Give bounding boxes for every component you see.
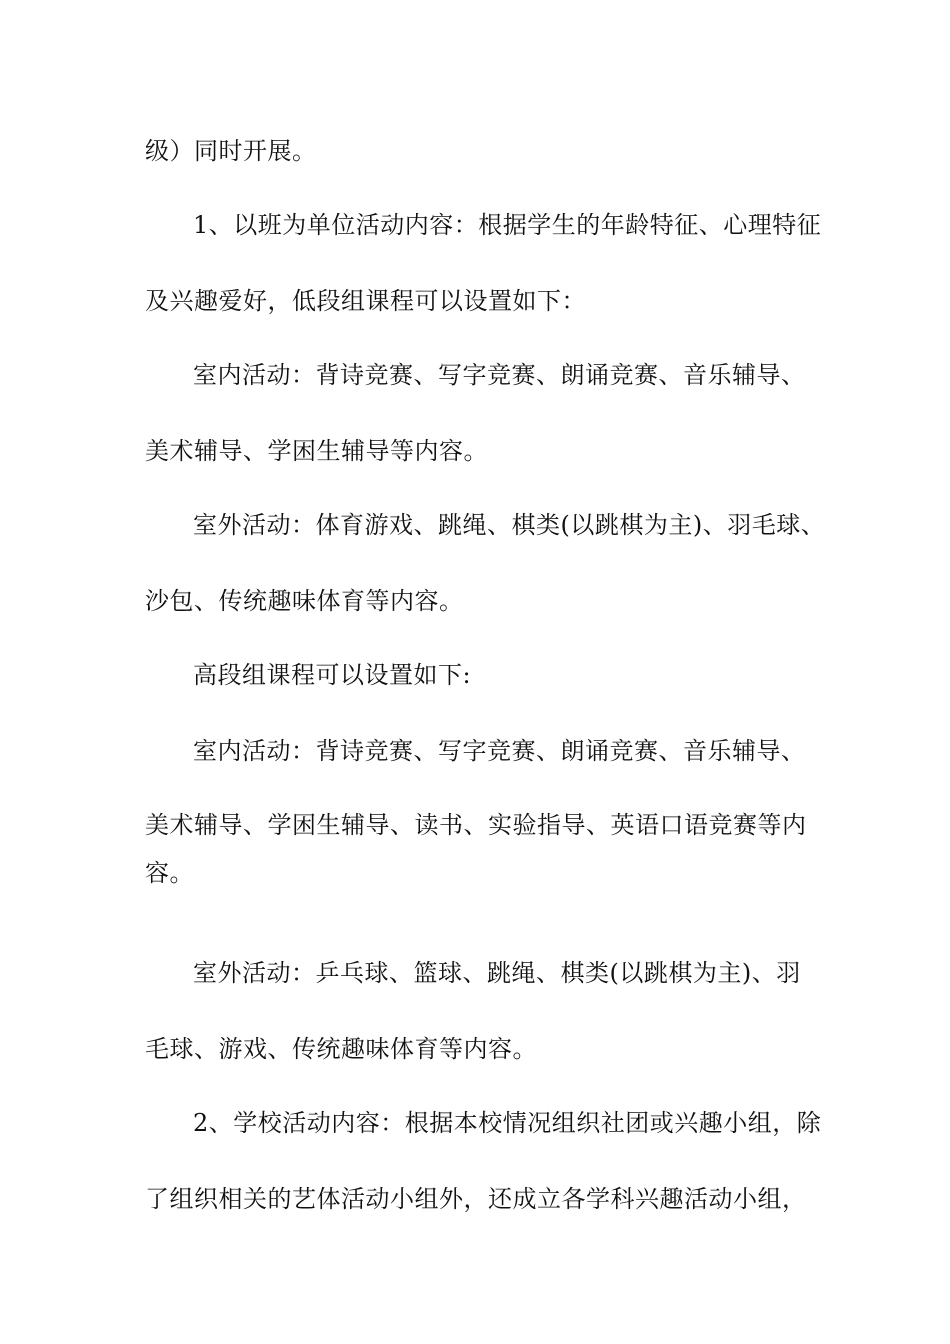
paragraph-line-2: 1、以班为单位活动内容：根据学生的年龄特征、心理特征 — [193, 211, 822, 239]
paragraph-line-8: 高段组课程可以设置如下: — [193, 661, 472, 689]
paragraph-line-12: 室外活动：乒乓球、篮球、跳绳、棋类(以跳棋为主)、羽 — [193, 959, 801, 987]
paragraph-line-15: 了组织相关的艺体活动小组外，还成立各学科兴趣活动小组， — [145, 1185, 807, 1213]
paragraph-line-10: 美术辅导、学困生辅导、读书、实验指导、英语口语竞赛等内 — [145, 811, 807, 839]
paragraph-line-13: 毛球、游戏、传统趣味体育等内容。 — [145, 1035, 537, 1063]
paragraph-line-4: 室内活动：背诗竞赛、写字竞赛、朗诵竞赛、音乐辅导、 — [193, 361, 806, 389]
paragraph-line-14: 2、学校活动内容：根据本校情况组织社团或兴趣小组，除 — [193, 1109, 822, 1137]
paragraph-line-6: 室外活动：体育游戏、跳绳、棋类(以跳棋为主)、羽毛球、 — [193, 511, 826, 539]
paragraph-line-1: 级）同时开展。 — [145, 137, 317, 165]
paragraph-line-5: 美术辅导、学困生辅导等内容。 — [145, 437, 488, 465]
paragraph-line-11: 容。 — [145, 859, 194, 887]
paragraph-line-9: 室内活动：背诗竞赛、写字竞赛、朗诵竞赛、音乐辅导、 — [193, 737, 806, 765]
paragraph-line-7: 沙包、传统趣味体育等内容。 — [145, 587, 464, 615]
paragraph-line-3: 及兴趣爱好，低段组课程可以设置如下： — [145, 287, 586, 315]
